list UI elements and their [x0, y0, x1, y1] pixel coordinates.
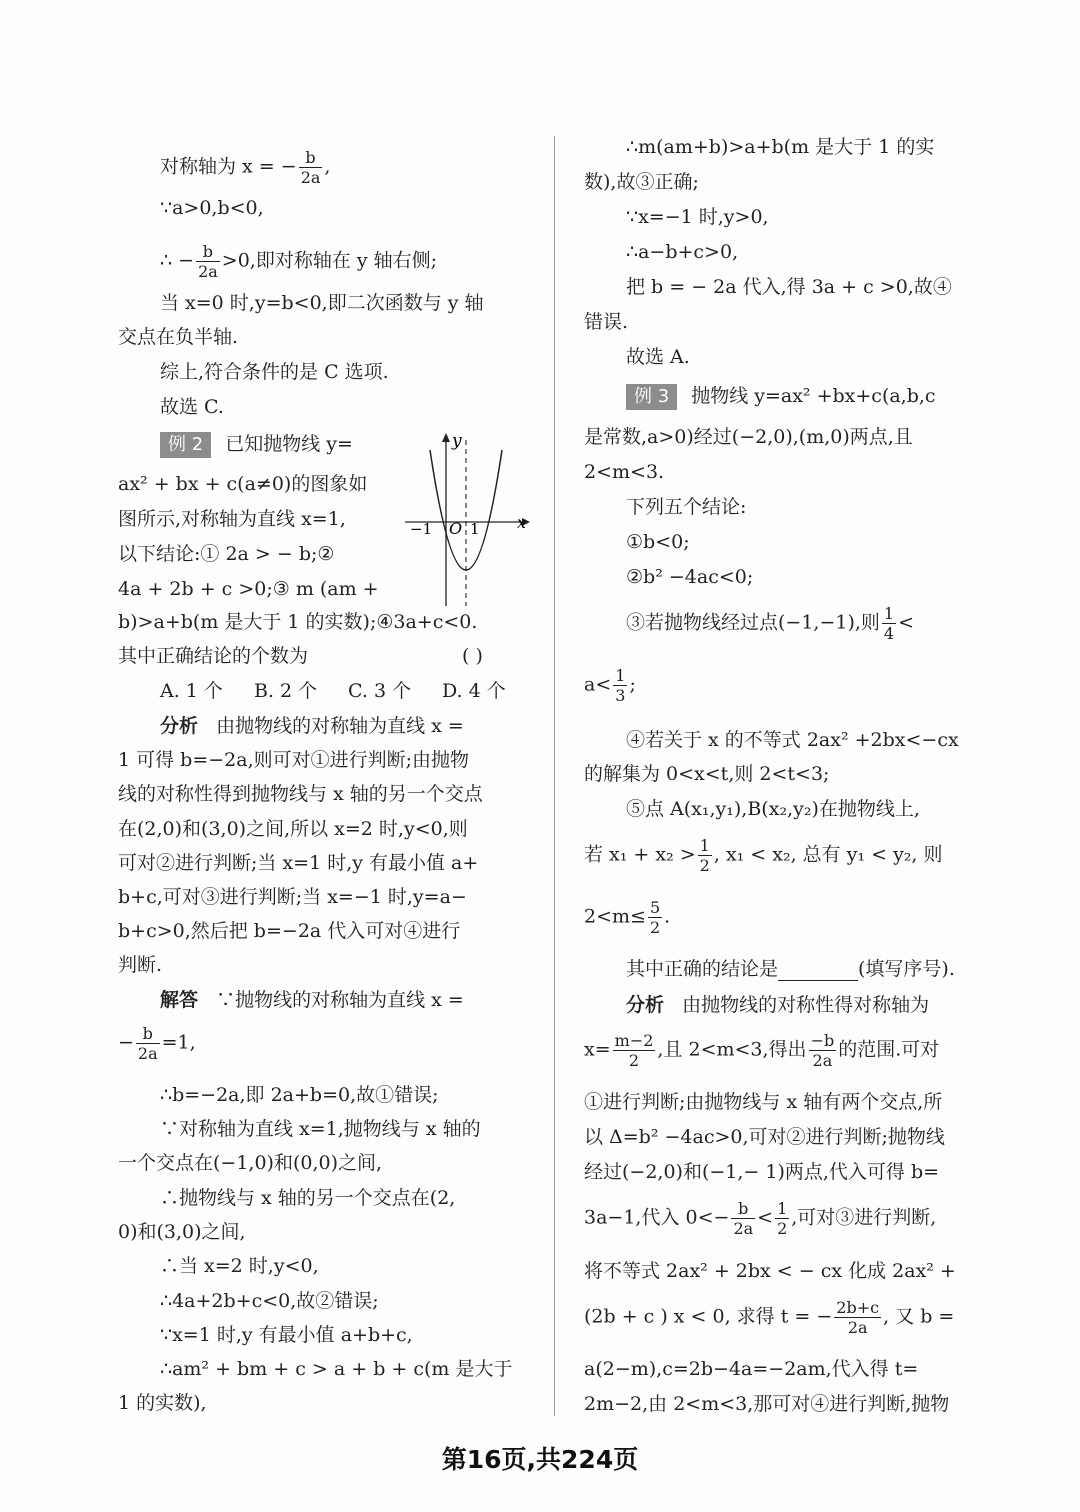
conclusion-5c: 2<m≤ $\frac{5}{2}$ .: [584, 898, 671, 937]
right-analysis-line-8: (2b + c ) x < 0, 求得 t = − $\frac{2b+c}{2a}$ , 又 b =: [584, 1298, 955, 1337]
right-analysis-line-10: 2m−2,由 2<m<3,那可对④进行判断,抛物: [584, 1393, 950, 1415]
example-2-tag: 例 2: [160, 432, 211, 458]
right-analysis-line-2: x= $\frac{m-2}{2}$ ,且 2<m<3,得出 $\frac{-b}{2a}$ 的范围.可对: [584, 1031, 940, 1070]
x-label: x: [517, 513, 527, 532]
solution-line-11: ∴am² + bm + c > a + b + c(m 是大于: [160, 1358, 513, 1380]
solution-line-8: ∴当 x=2 时,y<0,: [160, 1255, 319, 1277]
solution-line-12: 1 的实数),: [118, 1392, 207, 1414]
left-line-1: 对称轴为 x = − $\frac{b}{2a}$ ,: [160, 148, 331, 187]
analysis-line-5: 可对②进行判断;当 x=1 时,y 有最小值 a+: [118, 852, 479, 874]
fraction: $\frac{b}{2a}$: [300, 148, 321, 187]
solution-line-5: 一个交点在(−1,0)和(0,0)之间,: [118, 1152, 383, 1174]
analysis-line-7: b+c>0,然后把 b=−2a 代入可对④进行: [118, 920, 461, 942]
conclusion-5b: 若 x₁ + x₂ > $\frac{1}{2}$ , x₁ < x₂, 总有 y₁ < y₂, 则: [584, 836, 943, 875]
fraction: $\frac{m-2}{2}$: [614, 1031, 654, 1070]
fraction: $\frac{5}{2}$: [649, 898, 661, 937]
example-3-line-1: 例 3 抛物线 y=ax² +bx+c(a,b,c: [626, 384, 936, 410]
analysis-line-1: 分析 由抛物线的对称轴为直线 x =: [160, 715, 464, 737]
right-line-7: 故选 A.: [626, 346, 690, 368]
right-analysis-line-5: 经过(−2,0)和(−1,− 1)两点,代入可得 b=: [584, 1161, 940, 1183]
analysis-label: 分析: [160, 715, 199, 737]
left-line-6: 综上,符合条件的是 C 选项.: [160, 361, 389, 383]
solution-line-3: ∴b=−2a,即 2a+b=0,故①错误;: [160, 1084, 439, 1106]
fraction: $\frac{b}{2a}$: [733, 1199, 754, 1238]
analysis-label: 分析: [626, 994, 665, 1016]
origin-label: O: [449, 519, 463, 538]
example-2-line-4: 以下结论:① 2a > − b;②: [118, 543, 335, 565]
left-line-2: ∵a>0,b<0,: [160, 197, 264, 219]
example-2-line-5: 4a + 2b + c >0;③ m (am +: [118, 578, 379, 600]
example-2-line-6: b)>a+b(m 是大于 1 的实数);④3a+c<0.: [118, 611, 478, 633]
fraction: $\frac{1}{2}$: [699, 836, 710, 875]
right-line-3: ∵x=−1 时,y>0,: [626, 206, 769, 228]
analysis-line-8: 判断.: [118, 954, 163, 976]
answer-label: 解答: [160, 989, 199, 1011]
analysis-line-6: b+c,可对③进行判断;当 x=−1 时,y=a−: [118, 886, 467, 908]
left-line-7: 故选 C.: [160, 396, 224, 418]
right-line-6: 错误.: [584, 311, 629, 333]
example-3-line-2: 是常数,a>0)经过(−2,0),(m,0)两点,且: [584, 426, 913, 448]
solution-line-10: ∵x=1 时,y 有最小值 a+b+c,: [160, 1324, 413, 1346]
example-2-line-1: 例 2 已知抛物线 y=: [160, 432, 353, 458]
right-line-4: ∴a−b+c>0,: [626, 241, 739, 263]
conclusion-4a: ④若关于 x 的不等式 2ax² +2bx<−cx: [626, 729, 959, 751]
left-line-3: ∴ − $\frac{b}{2a}$ >0,即对称轴在 y 轴右侧;: [160, 242, 438, 281]
page-footer: 第16页,共224页: [441, 1445, 639, 1474]
choice-a: A. 1 个: [160, 680, 223, 702]
tick-neg-one: −1: [410, 520, 433, 538]
conclusion-2: ②b² −4ac<0;: [626, 566, 754, 588]
choice-d: D. 4 个: [442, 680, 506, 702]
left-line-4: 当 x=0 时,y=b<0,即二次函数与 y 轴: [160, 292, 484, 314]
conclusion-3b: a< $\frac{1}{3}$ ;: [584, 666, 636, 705]
solution-line-4: ∵对称轴为直线 x=1,抛物线与 x 轴的: [160, 1118, 481, 1140]
choice-c: C. 3 个: [348, 680, 412, 702]
parabola-graph: [400, 430, 535, 610]
fill-blank[interactable]: [778, 962, 858, 981]
right-analysis-line-6: 3a−1,代入 0<− $\frac{b}{2a}$ < $\frac{1}{2}$ ,可对③进行判断,: [584, 1199, 937, 1238]
question-line: 其中正确的结论是 (填写序号).: [626, 958, 955, 980]
solution-line-7: 0)和(3,0)之间,: [118, 1221, 246, 1243]
choice-b: B. 2 个: [254, 680, 318, 702]
right-analysis-line-9: a(2−m),c=2b−4a=−2am,代入得 t=: [584, 1358, 919, 1380]
right-line-2: 数),故③正确;: [584, 171, 699, 193]
example-2-line-7: 其中正确结论的个数为: [118, 645, 309, 667]
answer-paren: ( ): [462, 645, 483, 667]
solution-line-1: 解答 ∵抛物线的对称轴为直线 x =: [160, 989, 464, 1011]
example-2-line-2: ax² + bx + c(a≠0)的图象如: [118, 473, 368, 495]
column-divider: [554, 136, 555, 1416]
y-label: y: [452, 431, 462, 451]
right-analysis-line-4: 以 Δ=b² −4ac>0,可对②进行判断;抛物线: [584, 1126, 945, 1148]
fraction: $\frac{1}{4}$: [883, 604, 895, 643]
analysis-line-2: 1 可得 b=−2a,则可对①进行判断;由抛物: [118, 749, 470, 771]
fraction: $\frac{-b}{2a}$: [810, 1031, 835, 1070]
left-line-5: 交点在负半轴.: [118, 326, 239, 348]
right-analysis-line-1: 分析 由抛物线的对称性得对称轴为: [626, 994, 930, 1016]
analysis-line-4: 在(2,0)和(3,0)之间,所以 x=2 时,y<0,则: [118, 818, 468, 840]
fraction: $\frac{1}{3}$: [615, 666, 626, 705]
solution-line-2: − $\frac{b}{2a}$ =1,: [118, 1024, 196, 1063]
y-axis-arrow: [442, 433, 450, 442]
right-line-1: ∴m(am+b)>a+b(m 是大于 1 的实: [626, 136, 935, 158]
fraction: $\frac{2b+c}{2a}$: [836, 1298, 880, 1337]
right-analysis-line-3: ①进行判断;由抛物线与 x 轴有两个交点,所: [584, 1091, 943, 1113]
example-3-line-4: 下列五个结论:: [626, 496, 747, 518]
conclusion-3a: ③若抛物线经过点(−1,−1),则 $\frac{1}{4}$ <: [626, 604, 915, 643]
tick-one: 1: [470, 520, 480, 538]
solution-line-6: ∴抛物线与 x 轴的另一个交点在(2,: [160, 1187, 456, 1209]
example-3-tag: 例 3: [626, 384, 677, 410]
fraction: $\frac{1}{2}$: [777, 1199, 788, 1238]
conclusion-1: ①b<0;: [626, 531, 690, 553]
fraction: $\frac{b}{2a}$: [137, 1024, 158, 1063]
example-2-line-3: 图所示,对称轴为直线 x=1,: [118, 508, 346, 530]
conclusion-5a: ⑤点 A(x₁,y₁),B(x₂,y₂)在抛物线上,: [626, 798, 920, 820]
right-line-5: 把 b = − 2a 代入,得 3a + c >0,故④: [626, 276, 952, 298]
example-3-line-3: 2<m<3.: [584, 461, 665, 483]
analysis-line-3: 线的对称性得到抛物线与 x 轴的另一个交点: [118, 783, 483, 805]
solution-line-9: ∴4a+2b+c<0,故②错误;: [160, 1290, 379, 1312]
conclusion-4b: 的解集为 0<x<t,则 2<t<3;: [584, 763, 830, 785]
fraction: $\frac{b}{2a}$: [198, 242, 218, 281]
right-analysis-line-7: 将不等式 2ax² + 2bx < − cx 化成 2ax² +: [584, 1260, 956, 1282]
